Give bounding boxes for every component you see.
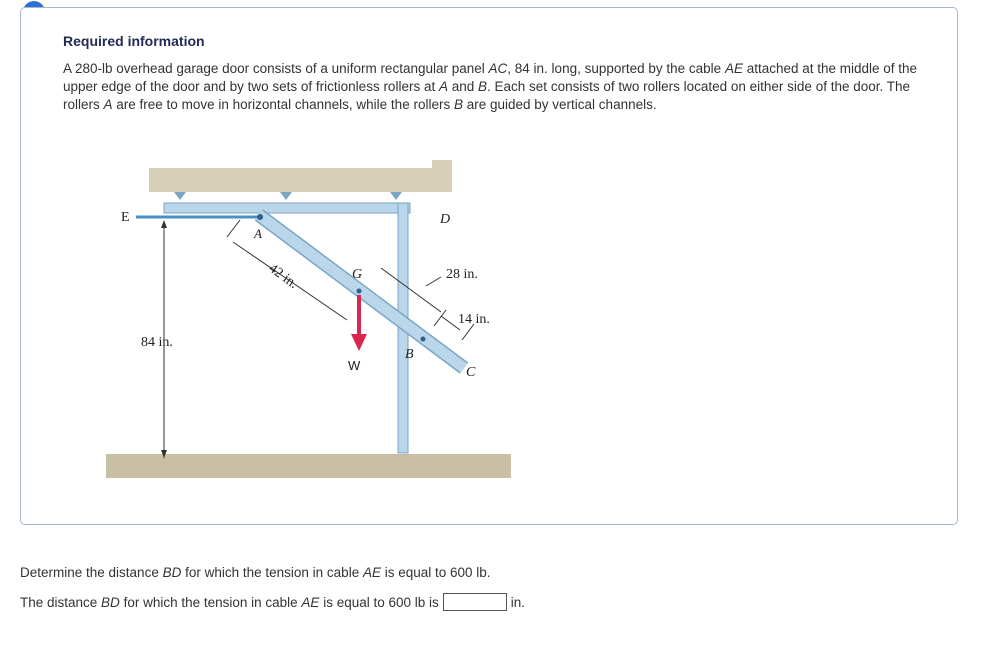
answer-input[interactable] bbox=[443, 593, 507, 611]
center-g bbox=[357, 289, 362, 294]
roller-a bbox=[257, 214, 263, 220]
question-text: Determine the distance BD for which the tension in cable AE is equal to 600 lb. bbox=[20, 565, 491, 580]
horizontal-channel bbox=[164, 203, 410, 213]
label-c: C bbox=[466, 365, 476, 380]
label-w: W bbox=[348, 358, 361, 373]
support-3 bbox=[390, 192, 402, 200]
roller-b bbox=[421, 337, 426, 342]
garage-door-figure bbox=[86, 158, 526, 478]
ceiling bbox=[149, 168, 452, 192]
label-a: A bbox=[254, 226, 262, 241]
required-info-card bbox=[20, 7, 958, 525]
info-title: Required information bbox=[63, 33, 205, 49]
label-28-in: 28 in. bbox=[446, 267, 478, 282]
answer-unit: in. bbox=[510, 594, 526, 610]
weight-arrowhead bbox=[351, 334, 367, 351]
support-1 bbox=[174, 192, 186, 200]
problem-statement: A 280-lb overhead garage door consists of a uniform rectangular panel AC, 84 in. long, supported by the cable AE attached at the middle of the upper edge of the door and by two sets of frictionless rollers at A and B. Each set consists of two rollers located on either side of the door. The rollers A are free to move in horizontal channels, while the rollers B are guided by vertical channels. bbox=[63, 61, 918, 112]
label-b: B bbox=[405, 347, 414, 362]
support-2 bbox=[280, 192, 292, 200]
floor bbox=[106, 454, 511, 478]
label-d: D bbox=[440, 212, 451, 227]
label-g: G bbox=[352, 267, 363, 282]
label-42-in: 42 in. bbox=[265, 261, 301, 292]
label-84-in: 84 in. bbox=[141, 335, 173, 350]
label-14-in: 14 in. bbox=[458, 312, 490, 327]
label-e: E bbox=[121, 210, 130, 225]
ceiling-wall bbox=[432, 160, 452, 192]
answer-row bbox=[20, 593, 525, 611]
answer-prompt: The distance BD for which the tension in cable AE is equal to 600 lb is bbox=[20, 594, 439, 610]
